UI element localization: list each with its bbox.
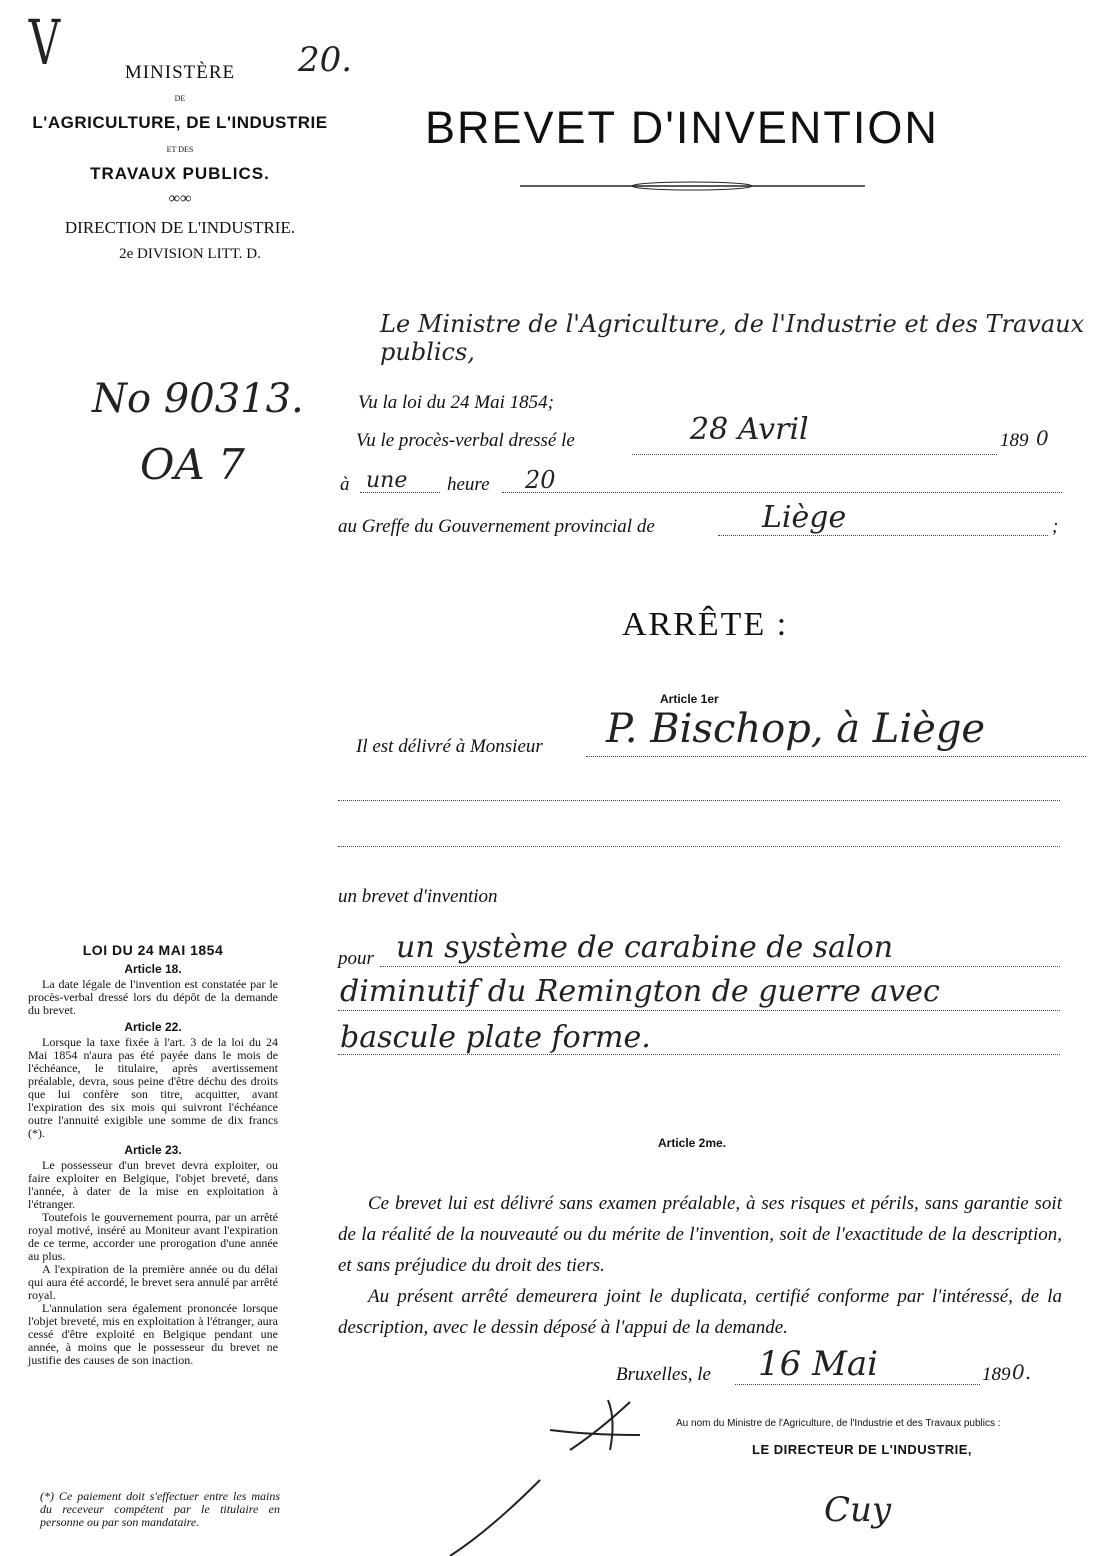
check-mark: V	[28, 6, 61, 79]
law-footnote: (*) Ce paiement doit s'effectuer entre les mains du receveur compétent par le titulaire en personne ou par son mandataire.	[40, 1489, 280, 1529]
vu-loi: Vu la loi du 24 Mai 1854;	[358, 392, 554, 413]
minutes: 20	[525, 466, 556, 494]
pen-strokes	[430, 1390, 650, 1556]
art23-p3: A l'expiration de la première année ou du délai qui aura été accordé, le brevet sera annulé par arrêté royal.	[28, 1262, 278, 1302]
ministry-line5: TRAVAUX PUBLICS.	[90, 164, 270, 183]
date-year-prefix: 189	[982, 1364, 1011, 1385]
ministry-line1: MINISTÈRE	[124, 62, 236, 83]
reference-number: No 90313.	[92, 376, 304, 422]
art22-text: Lorsque la taxe fixée à l'art. 3 de la loi du 24 Mai 1854 n'aura pas été payée dans le mois de l'échéance, le titulaire, après avertissement préalable, devra, sous peine d'être déchu des droits que lui confère son titre, acquitter, avant l'expiration des six mois qui suivront l'échéance outre l'annuité exigible une somme de dix francs (*).	[28, 1035, 278, 1140]
direction-label: DIRECTION DE L'INDUSTRIE.	[64, 218, 296, 237]
minister-line: Le Ministre de l'Agriculture, de l'Industrie et des Travaux publics,	[380, 310, 1085, 366]
au-nom-line: Au nom du Ministre de l'Agriculture, de l'Industrie et des Travaux publics :	[676, 1418, 1001, 1429]
recipient-line	[586, 756, 1086, 757]
art18-text: La date légale de l'invention est constatée par le procès-verbal dressé lors du dépôt de la demande du brevet.	[28, 977, 278, 1017]
hour-word: une	[366, 468, 408, 493]
article1-heading: Article 1er	[660, 692, 719, 706]
ministry-line4: ET DES	[166, 145, 194, 154]
date-year-suffix: 0.	[1012, 1360, 1032, 1384]
date-value: 16 Mai	[758, 1344, 879, 1384]
object-line-2: diminutif du Remington de guerre avec	[340, 974, 940, 1009]
proces-date-line	[632, 454, 997, 455]
law-column	[28, 944, 278, 1367]
a-label: à	[340, 474, 350, 495]
handwritten-code: OA 7	[140, 440, 245, 489]
object-line-1-rule	[380, 966, 1060, 967]
greffe-label: au Greffe du Gouvernement provincial de	[338, 516, 655, 537]
ministry-line3: L'AGRICULTURE, DE L'INDUSTRIE	[32, 113, 328, 132]
directeur-line: LE DIRECTEUR DE L'INDUSTRIE,	[752, 1442, 973, 1457]
proces-year-suffix: 0	[1036, 426, 1049, 450]
division-label: 2e DIVISION LITT. D.	[119, 246, 261, 262]
arrete-heading: ARRÊTE :	[622, 606, 789, 643]
law-title: LOI DU 24 MAI 1854	[82, 942, 224, 958]
proces-label: Vu le procès-verbal dressé le	[356, 430, 575, 451]
article2-para2: Au présent arrêté demeurera joint le duplicata, certifié conforme par l'intéressé, de la description, avec le dessin déposé à l'appui de la demande.	[338, 1286, 1062, 1338]
ministry-line2: DE	[174, 94, 186, 103]
brevet-label: un brevet d'invention	[338, 886, 498, 907]
title-ornament	[520, 176, 865, 196]
object-line-2-rule	[338, 1010, 1060, 1011]
greffe-semicolon: ;	[1052, 516, 1059, 537]
object-line-3: bascule plate forme.	[340, 1020, 651, 1055]
page-title: BREVET D'INVENTION	[425, 102, 939, 153]
art23-heading: Article 23.	[124, 1143, 182, 1157]
article2-heading: Article 2me.	[658, 1136, 727, 1150]
date-label: Bruxelles, le	[616, 1364, 711, 1385]
proces-date: 28 Avril	[690, 412, 809, 447]
article2-para1: Ce brevet lui est délivré sans examen préalable, à ses risques et périls, sans garantie soit de la réalité de la nouveauté ou du mérite de l'invention, soit de l'exactitude de la description, et sans préjudice du droit des tiers.	[338, 1193, 1062, 1276]
province-line	[718, 535, 1048, 536]
object-line-1: un système de carabine de salon	[396, 930, 894, 965]
delivre-label: Il est délivré à Monsieur	[356, 736, 543, 757]
art23-p1: Le possesseur d'un brevet devra exploiter, ou faire exploiter en Belgique, l'objet breveté, dans l'année, à dater de la mise en exploitation à l'étranger.	[28, 1158, 278, 1211]
blank-line-2	[338, 846, 1060, 847]
ornament: ∞∞	[168, 190, 192, 207]
art23-p2: Toutefois le gouvernement pourra, par un arrêté royal motivé, inséré au Moniteur avant l'expiration de ce terme, accorder une prorogation d'une année au plus.	[28, 1210, 278, 1263]
art18-heading: Article 18.	[124, 962, 182, 976]
ministry-block	[20, 62, 340, 263]
province: Liège	[762, 500, 847, 535]
pour-label: pour	[338, 948, 374, 969]
art22-heading: Article 22.	[124, 1020, 182, 1034]
blank-line-1	[338, 800, 1060, 801]
minutes-line	[502, 492, 1062, 493]
heure-label: heure	[447, 474, 490, 495]
director-signature: Cuy	[824, 1490, 892, 1530]
art23-p4: L'annulation sera également prononcée lorsque l'objet breveté, mis en exploitation à l'étranger, aura cessé d'être exploité en Belgique pendant une année, à moins que le possesseur du brevet ne justifie des causes de son inaction.	[28, 1301, 278, 1367]
handwritten-number: 20.	[298, 40, 353, 80]
recipient: P. Bischop, à Liège	[606, 706, 986, 752]
date-rule	[735, 1384, 980, 1385]
proces-year-prefix: 189	[1000, 430, 1029, 451]
